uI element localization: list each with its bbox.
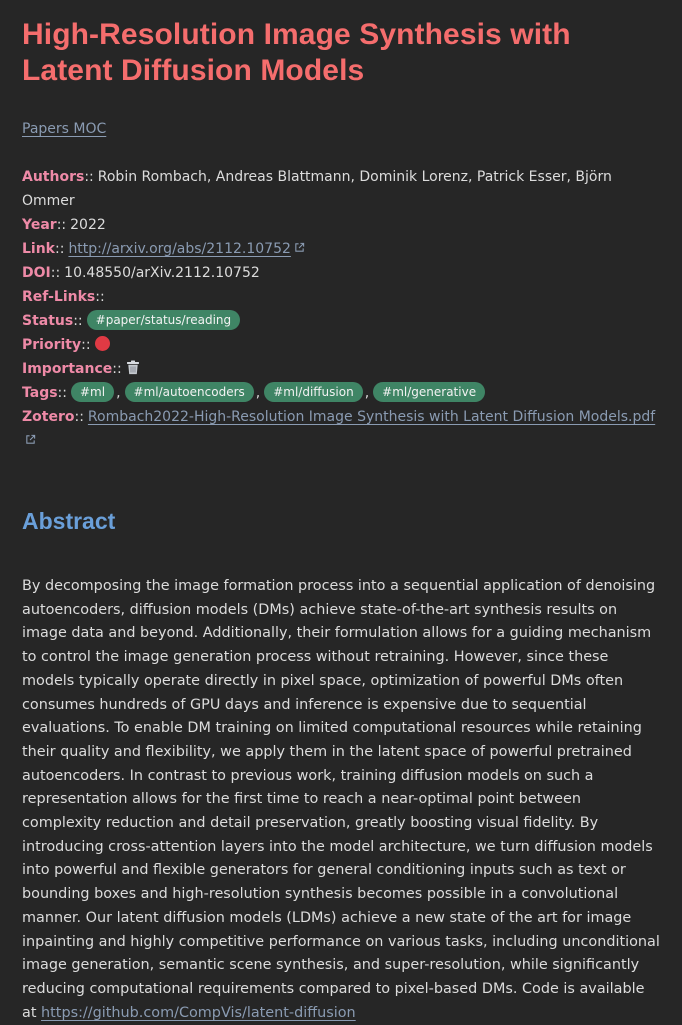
external-link-icon xyxy=(294,242,305,253)
code-repo-link[interactable]: https://github.com/CompVis/latent-diffusion xyxy=(41,1004,356,1021)
year-value: 2022 xyxy=(70,217,106,233)
prop-importance xyxy=(22,357,660,381)
prop-separator: :: xyxy=(112,361,122,377)
prop-key-importance: Importance xyxy=(22,361,113,377)
authors-value: Robin Rombach, Andreas Blattmann, Dominik Lorenz, Patrick Esser, Björn Ommer xyxy=(22,169,612,209)
moc-line xyxy=(22,119,660,139)
abstract-text xyxy=(22,575,662,1025)
zotero-pdf-link[interactable]: Rombach2022-High-Resolution Image Synthesis with Latent Diffusion Models.pdf xyxy=(87,409,656,425)
tag-ml-autoencoders[interactable]: #ml/autoencoders xyxy=(125,382,254,402)
doi-value: 10.48550/arXiv.2112.10752 xyxy=(64,265,260,281)
tag-ml[interactable]: #ml xyxy=(71,382,114,402)
prop-separator: :: xyxy=(95,289,105,305)
prop-separator: :: xyxy=(84,169,94,185)
prop-authors xyxy=(22,165,660,213)
prop-key-link: Link xyxy=(22,241,55,257)
prop-priority xyxy=(22,333,660,357)
abstract-heading: Abstract xyxy=(22,508,116,534)
prop-doi xyxy=(22,261,660,285)
prop-key-zotero: Zotero xyxy=(22,409,75,425)
tag-separator: , xyxy=(116,385,121,401)
prop-year xyxy=(22,213,660,237)
prop-ref-links xyxy=(22,285,660,309)
prop-key-ref-links: Ref-Links xyxy=(22,289,96,305)
prop-key-year: Year xyxy=(22,217,57,233)
external-link-icon xyxy=(25,434,36,445)
tag-separator: , xyxy=(364,385,370,401)
properties-block xyxy=(22,165,660,453)
red-circle-icon xyxy=(95,336,110,351)
prop-separator: :: xyxy=(50,265,61,281)
prop-zotero xyxy=(22,405,660,453)
wastebasket-icon xyxy=(126,360,140,375)
note-title: High-Resolution Image Synthesis with Latent Diffusion Models xyxy=(22,18,571,87)
tag-ml-generative[interactable]: #ml/generative xyxy=(373,382,485,402)
tag-separator: , xyxy=(255,385,261,401)
prop-separator: :: xyxy=(81,337,91,353)
abstract-body: By decomposing the image formation process into a sequential application of denoising autoencoders, diffusion models (DMs) achieve state-of-the-art synthesis results on image data and beyond. Additionally, their formulation allows for a guiding mechanism to control the image generation process without retraining. However, since these models typically operate directly in pixel space, optimization of powerful DMs often consumes hundreds of GPU days and inference is expensive due to sequential evaluations. To enable DM training on limited computational resources while retaining their quality and flexibility, we apply them in the latent space of powerful pretrained autoencoders. In contrast to previous work, training diffusion models on such a representation allows for the first time to reach a near-optimal point between complexity reduction and detail preservation, greatly boosting visual fidelity. By introducing cross-attention layers into the model architecture, we turn diffusion models into powerful and flexible generators for general conditioning inputs such as text or bounding boxes and high-resolution synthesis becomes possible in a convolutional manner. Our latent diffusion models (LDMs) achieve a new state of the art for image inpainting and highly competitive performance on various tasks, including unconditional image generation, semantic scene synthesis, and super-resolution, while significantly reducing computational requirements compared to pixel-based DMs. Code is available at xyxy=(22,578,660,1021)
papers-moc-link[interactable]: Papers MOC xyxy=(22,121,107,137)
prop-key-tags: Tags xyxy=(22,385,58,401)
prop-key-authors: Authors xyxy=(22,169,85,185)
prop-key-priority: Priority xyxy=(22,337,82,353)
status-tag[interactable]: #paper/status/reading xyxy=(87,310,241,330)
prop-key-status: Status xyxy=(22,313,74,329)
prop-separator: :: xyxy=(73,313,83,329)
prop-status xyxy=(22,309,660,333)
prop-separator: :: xyxy=(55,241,65,257)
prop-tags xyxy=(22,381,660,405)
prop-separator: :: xyxy=(56,217,67,233)
tag-ml-diffusion[interactable]: #ml/diffusion xyxy=(264,382,362,402)
prop-key-doi: DOI xyxy=(22,265,51,281)
prop-separator: :: xyxy=(57,385,67,401)
arxiv-link[interactable]: http://arxiv.org/abs/2112.10752 xyxy=(68,241,291,257)
prop-link xyxy=(22,237,660,261)
prop-separator: :: xyxy=(74,409,84,425)
